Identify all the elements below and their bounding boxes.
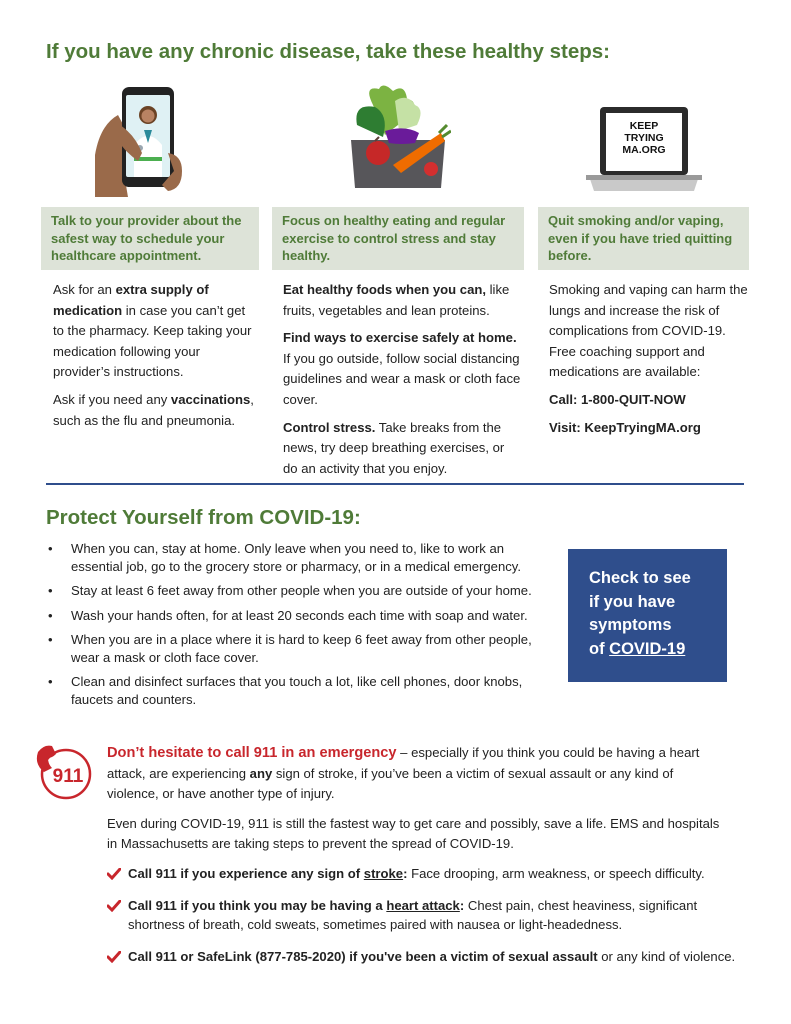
list-item: Call 911 if you experience any sign of stroke: Face drooping, arm weakness, or speech difficulty. — [107, 864, 747, 883]
list-item: • When you can, stay at home. Only leave when you need to, like to work an essential job, go to the grocery store or pharmacy, or in a medical emergency. — [48, 541, 522, 574]
list-item: Call 911 if you think you may be having a heart attack: Chest pain, chest heaviness, significant shortness of breath, cold sweats, sometimes paired with nausea or light-headedness. — [107, 896, 747, 934]
symptoms-callout[interactable]: Check to see if you have symptoms of COVID-19 — [568, 549, 727, 682]
covid-19-link[interactable]: COVID-19 — [609, 639, 686, 658]
column-1-body: Ask for an extra supply of medication in case you can’t get to the pharmacy. Keep taking your medication following your provider’s instructions. Ask if you need any vaccinations, such as the flu and pneumonia. — [53, 282, 254, 428]
checkmark-icon — [107, 898, 121, 917]
quit-now-phone[interactable]: Call: 1-800-QUIT-NOW — [549, 391, 686, 407]
column-1-heading: Talk to your provider about the safest way to schedule your healthcare appointment. — [41, 207, 259, 270]
list-item: • Wash your hands often, for at least 20 seconds each time with soap and water. — [48, 607, 528, 623]
badge-911-text: 911 — [52, 766, 84, 787]
call-911-checklist — [107, 864, 747, 979]
emergency-lead: Don’t hesitate to call 911 in an emergency — [107, 745, 397, 761]
list-item: Call 911 or SafeLink (877-785-2020) if you've been a victim of sexual assault or any kind of violence. — [107, 947, 747, 966]
column-2-heading: Focus on healthy eating and regular exercise to control stress and stay healthy. — [272, 207, 524, 270]
column-2-body: Eat healthy foods when you can, like fruits, vegetables and lean proteins. Find ways to exercise safely at home. If you go outside, follow social distancing guidelines and wear a mask or cloth face cover. Control stress. Take breaks from the news, try deep breathing exercises, or do an activity that you enjoy. — [283, 282, 521, 476]
section-divider — [46, 483, 744, 485]
checkmark-icon — [107, 949, 121, 968]
list-item: • Clean and disinfect surfaces that you touch a lot, like cell phones, door knobs, faucets and counters. — [48, 674, 523, 707]
protect-bullet-list — [46, 540, 546, 715]
phone-911-icon — [34, 742, 96, 800]
list-item: • Stay at least 6 feet away from other people when you are outside of your home. — [48, 583, 532, 598]
page-title: If you have any chronic disease, take these healthy steps: — [46, 40, 610, 63]
emergency-section: Don’t hesitate to call 911 in an emergency – especially if you think you could be having a heart attack, are experiencing any sign of stroke, if you’ve been a victim of sexual assault or any kind of violence, or have another type of injury. Even during COVID-19, 911 is still the fastest way to get care and possibly, save a life. EMS and hospitals in Massachusetts are taking steps to prevent the spread of COVID-19. — [107, 743, 727, 864]
emergency-paragraph: Even during COVID-19, 911 is still the fastest way to get care and possibly, save a life. EMS and hospitals in Massachusetts are taking steps to prevent the spread of COVID-19. — [107, 815, 720, 851]
vegetables-icon — [345, 85, 451, 190]
svg-text:MA.ORG: MA.ORG — [622, 144, 666, 156]
svg-text:TRYING: TRYING — [624, 132, 664, 144]
laptop-icon — [586, 105, 702, 195]
column-3-heading: Quit smoking and/or vaping, even if you have tried quitting before. — [538, 207, 749, 270]
telehealth-phone-icon — [90, 85, 200, 197]
protect-title: Protect Yourself from COVID-19: — [46, 506, 361, 529]
checkmark-icon — [107, 866, 121, 885]
svg-text:KEEP: KEEP — [629, 120, 659, 132]
list-item: • When you are in a place where it is hard to keep 6 feet away from other people, wear a mask or cloth face cover. — [48, 632, 532, 665]
column-3-body — [549, 280, 749, 445]
quit-smoking-text: Smoking and vaping can harm the lungs and increase the risk of complications from COVID-19. Free coaching support and medications are available: — [549, 282, 748, 380]
keeptrying-link[interactable]: Visit: KeepTryingMA.org — [549, 419, 701, 435]
